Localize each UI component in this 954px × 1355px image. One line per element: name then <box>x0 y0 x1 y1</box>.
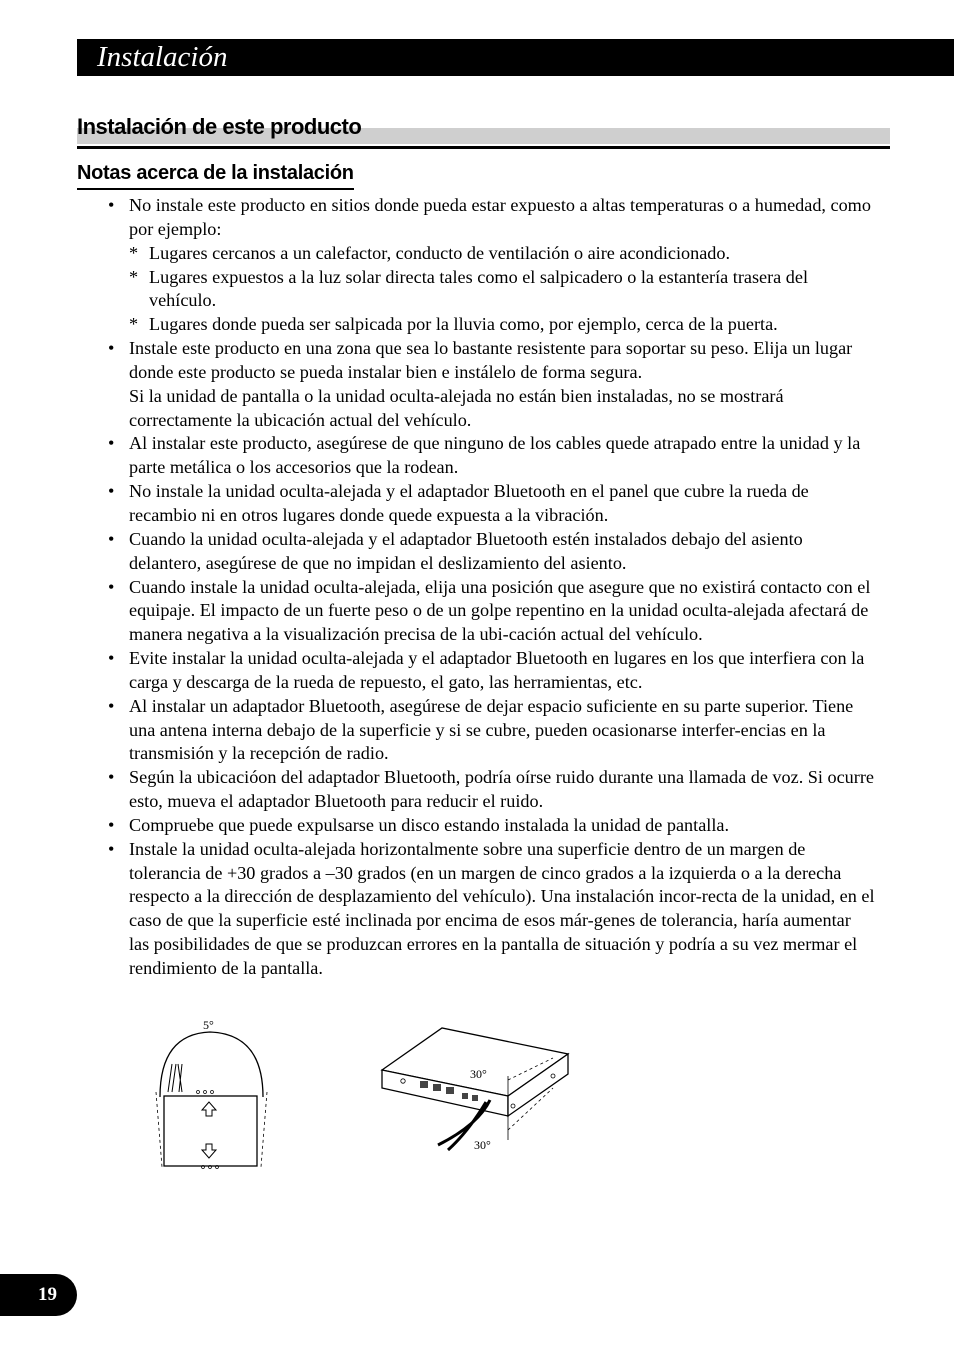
list-item <box>103 194 875 337</box>
list-item <box>103 838 875 981</box>
list-item <box>103 480 875 528</box>
bullet-icon: • <box>108 195 115 215</box>
right-angle-top-label: 30° <box>470 1067 487 1081</box>
list-item-text: No instale este producto en sitios donde pueda estar expuesto a altas temperaturas o a humedad, como por ejemplo: <box>129 195 871 239</box>
right-angle-bottom-label: 30° <box>474 1138 491 1152</box>
list-item-text: Según la ubicacióon del adaptador Bluetooth, podría oírse ruido durante una llamada de voz. Si ocurre esto, mueva el adaptador Bluetooth para reducir el ruido. <box>129 767 874 812</box>
tilt-line-left <box>156 1092 162 1167</box>
list-item-text: Al instalar este producto, asegúrese de que ninguno de los cables quede atrapado entre la unidad y la parte metálica o los accesorios que la rodean. <box>129 433 861 478</box>
bullet-icon: • <box>108 338 115 359</box>
subsection-title: Notas acerca de la instalación <box>77 160 354 190</box>
asterisk-icon: * <box>129 314 139 335</box>
bullet-icon: • <box>108 528 115 549</box>
list-item <box>103 695 875 767</box>
list-item <box>103 528 875 576</box>
list-item-extra-text: Si la unidad de pantalla o la unidad oculta-alejada no están bien instaladas, no se mostrará correctamente la ubicación actual del vehículo. <box>129 385 784 430</box>
bullet-icon: • <box>108 695 115 716</box>
bullet-icon: • <box>108 481 115 502</box>
connector-icon <box>168 1064 182 1092</box>
connector-port-icon <box>462 1093 468 1099</box>
hideaway-unit-angle-figure <box>378 1020 588 1165</box>
display-unit-tilt-figure <box>150 1012 275 1172</box>
list-item-text: Instale este producto en una zona que sea lo bastante resistente para soportar su peso. Elija un lugar donde este producto se pueda instalar bien e instálelo de forma segura. <box>129 338 853 382</box>
sub-list-item-text: Lugares donde pueda ser salpicada por la lluvia como, por ejemplo, cerca de la puerta. <box>149 314 778 335</box>
sub-list <box>129 242 875 337</box>
sub-list-item <box>129 313 875 337</box>
asterisk-icon: * <box>129 242 139 263</box>
list-item <box>103 647 875 695</box>
list-item <box>103 766 875 814</box>
page-number-tab <box>0 1274 77 1316</box>
tilt-line-right <box>261 1092 267 1167</box>
list-item-text: Al instalar un adaptador Bluetooth, asegúrese de dejar espacio suficiente en su parte superior. Tiene una antena interna debajo de la superficie y si se cubre, pueden ocasionarse interfer-encias en la transmisión y la recepción de radio. <box>129 695 854 764</box>
section-title-text: Instalación de este producto <box>77 114 362 139</box>
asterisk-icon: * <box>129 266 139 287</box>
header-bar <box>77 39 954 76</box>
list-item <box>103 337 875 432</box>
bullet-icon: • <box>108 838 115 859</box>
list-item-text: Evite instalar la unidad oculta-alejada y el adaptador Bluetooth en lugares en los que interfiera con la carga y descarga de la rueda de repuesto, el gato, las herramientas, etc. <box>129 648 865 692</box>
list-item-text: Instale la unidad oculta-alejada horizontalmente sobre una superficie dentro de un margen de tolerancia de +30 grados a –30 grados (en un margen de cinco grados a la izquierda o a la derecha respecto a la dirección de desplazamiento del vehículo). Una instalación incor-recta de la unidad, en el caso de que la superficie esté inclinada por encima de esos már-genes de tolerancia, haría aumentar las posibilidades de que se produzcan errores en la pantalla de situación y podría a su vez mermar el rendimiento de la pantalla. <box>129 838 875 978</box>
sub-list-item <box>129 266 875 314</box>
bullet-icon: • <box>108 433 115 454</box>
connector-port-icon <box>472 1095 478 1101</box>
page-header-title: Instalación <box>97 41 228 73</box>
list-item-text: No instale la unidad oculta-alejada y el adaptador Bluetooth en el panel que cubre la rueda de recambio ni en otros lugares donde quede expuesta a la vibración. <box>129 481 809 525</box>
bullet-icon: • <box>108 648 115 669</box>
list-item <box>103 576 875 648</box>
port-dot <box>211 1091 214 1094</box>
list-item-text: Cuando la unidad oculta-alejada y el adaptador Bluetooth estén instalados debajo del asiento delantero, asegúrese de que no impidan el deslizamiento del asiento. <box>129 528 803 573</box>
page-number: 19 <box>38 1284 57 1305</box>
list-item-text: Cuando instale la unidad oculta-alejada, elija una posición que asegure que no existirá contacto con el equipaje. El impacto de un fuerte peso o de un golpe repentino en la unidad oculta-alejada afectará de manera negativa a la visualización precisa de la ubi-cación actual del vehículo. <box>129 576 871 645</box>
sub-list-item <box>129 242 875 266</box>
list-item <box>103 432 875 480</box>
connector-port-icon <box>446 1087 454 1094</box>
left-angle-label: 5° <box>203 1018 214 1032</box>
sub-list-item-text: Lugares expuestos a la luz solar directa tales como el salpicadero o la estantería trasera del vehículo. <box>149 266 809 311</box>
port-dot <box>204 1091 207 1094</box>
connector-port-icon <box>433 1084 441 1091</box>
list-item <box>103 814 875 838</box>
sub-list-item-text: Lugares cercanos a un calefactor, conducto de ventilación o aire acondicionado. <box>149 242 730 263</box>
bullet-icon: • <box>108 767 115 788</box>
list-item-text: Compruebe que puede expulsarse un disco estando instalada la unidad de pantalla. <box>129 814 730 835</box>
bullet-icon: • <box>108 576 115 597</box>
installation-notes-list <box>103 194 875 981</box>
section-title <box>77 113 890 149</box>
bullet-icon: • <box>108 814 115 835</box>
port-dot <box>197 1091 200 1094</box>
connector-port-icon <box>420 1081 428 1088</box>
